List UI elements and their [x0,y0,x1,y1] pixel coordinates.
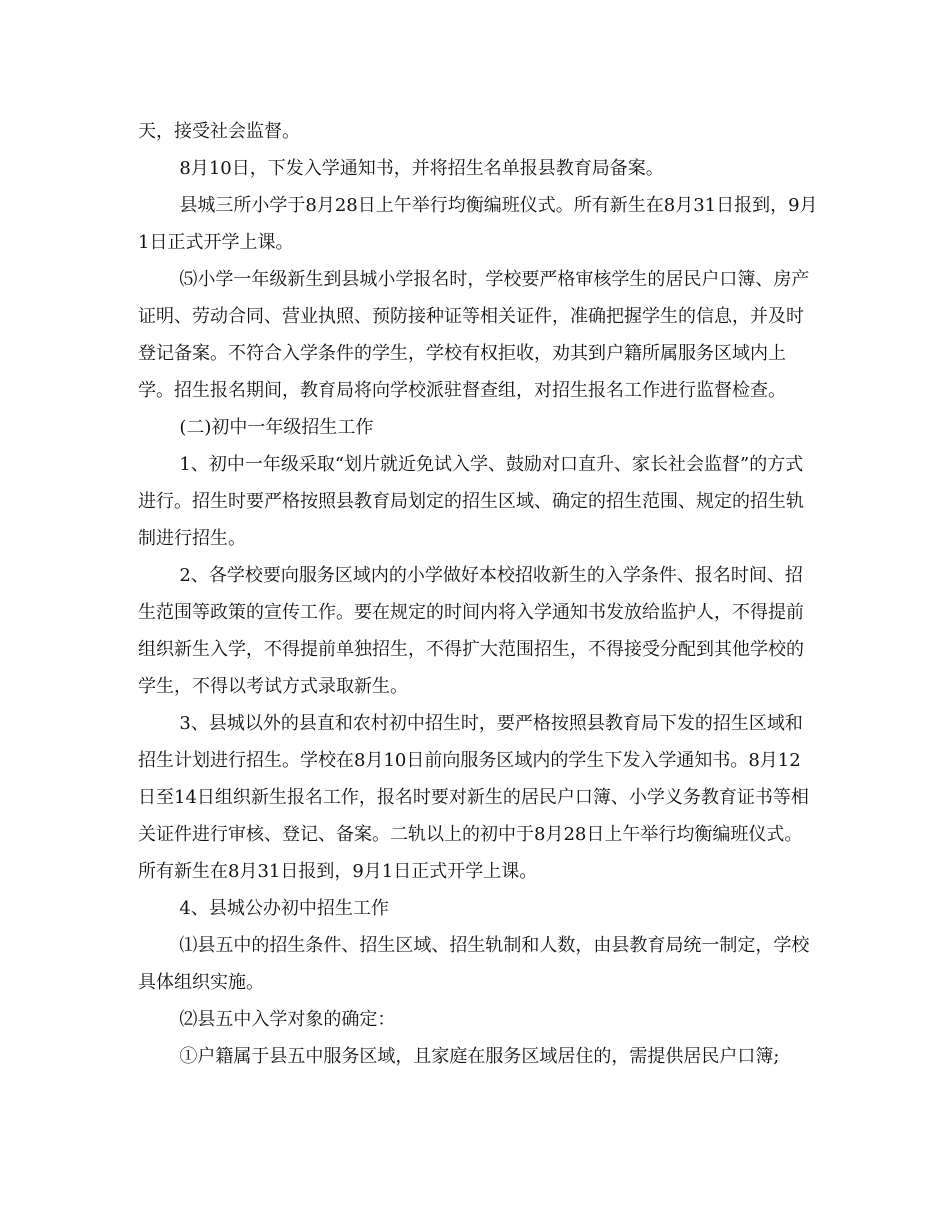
paragraph-item-4-heading: 4、县城公办初中招生工作 [179,898,389,919]
paragraph-notice-date: 8月10日，下发入学通知书，并将招生名单报县教育局备案。 [179,158,664,179]
section-heading-junior-high: (二)初中一年级招生工作 [179,417,374,438]
document-body [138,113,818,1075]
paragraph-subitem-2-point-1: ①户籍属于县五中服务区域，且家庭在服务区域居住的，需提供居民户口簿; [179,1046,780,1067]
paragraph-continuation: 天，接受社会监督。 [138,121,300,142]
paragraph-registration-review: ⑸小学一年级新生到县城小学报名时，学校要严格审核学生的居民户口簿、房产证明、劳动合同、营业执照、预防接种证等相关证件，准确把握学生的信息，并及时登记备案。不符合入学条件的学生，学校有权拒收，劝其到户籍所属服务区域内上学。招生报名期间，教育局将向学校派驻督查组，对招生报名工作进行监督检查。 [138,269,810,401]
paragraph-subitem-1: ⑴县五中的招生条件、招生区域、招生轨制和人数，由县教育局统一制定，学校具体组织实施。 [138,935,810,993]
paragraph-class-ceremony: 县城三所小学于8月28日上午举行均衡编班仪式。所有新生在8月31日报到，9月1日正式开学上课。 [138,195,818,253]
paragraph-subitem-2: ⑵县五中入学对象的确定： [179,1009,396,1030]
paragraph-item-1: 1、初中一年级采取“划片就近免试入学、鼓励对口直升、家长社会监督”的方式进行。招生时要严格按照县教育局划定的招生区域、确定的招生范围、规定的招生轨制进行招生。 [138,454,804,549]
paragraph-item-3: 3、县城以外的县直和农村初中招生时，要严格按照县教育局下发的招生区域和招生计划进行招生。学校在8月10日前向服务区域内的学生下发入学通知书。8月12日至14日组织新生报名工作，报名时要对新生的居民户口簿、小学义务教育证书等相关证件进行审核、登记、备案。二轨以上的初中于8月28日上午举行均衡编班仪式。所有新生在8月31日报到，9月1日正式开学上课。 [138,713,809,882]
paragraph-item-2: 2、各学校要向服务区域内的小学做好本校招收新生的入学条件、报名时间、招生范围等政策的宣传工作。要在规定的时间内将入学通知书发放给监护人，不得提前组织新生入学，不得提前单独招生，不得扩大范围招生，不得接受分配到其他学校的学生，不得以考试方式录取新生。 [138,565,804,697]
